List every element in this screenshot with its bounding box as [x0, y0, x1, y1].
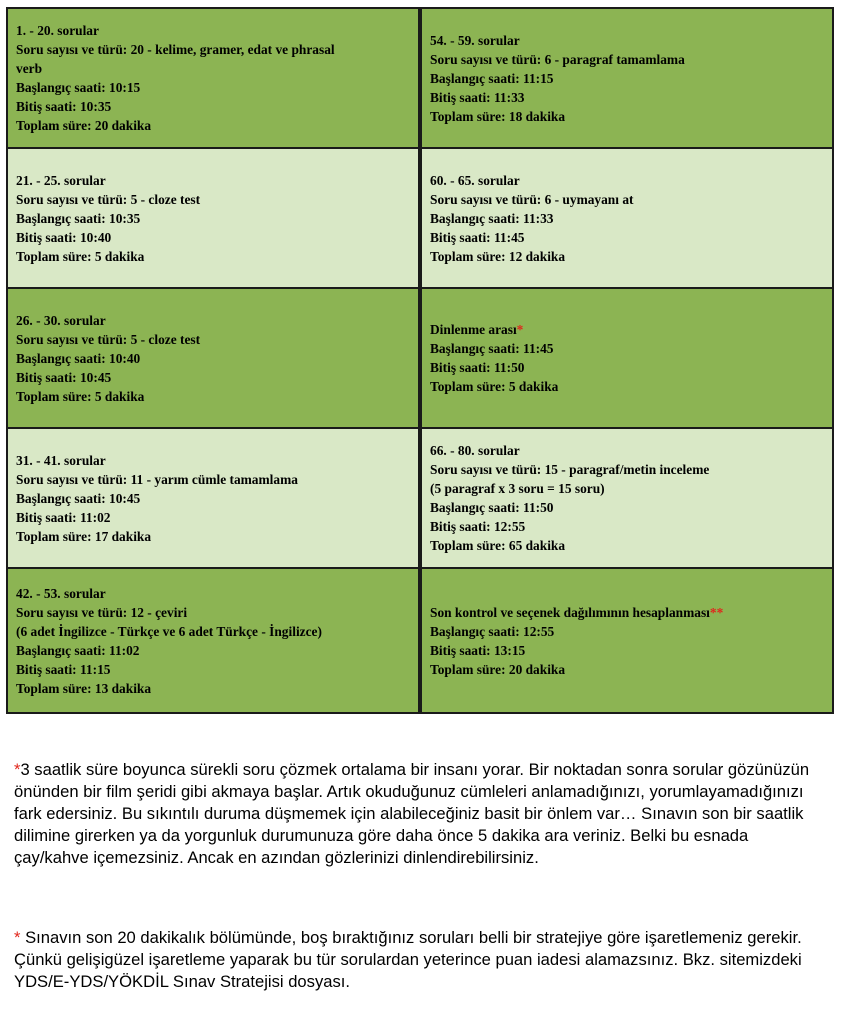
cell-line: Soru sayısı ve türü: 5 - cloze test — [16, 331, 201, 347]
asterisk-mark: * — [516, 322, 524, 337]
cell-line: Bitiş saati: 11:02 — [16, 509, 111, 525]
cell-line: Toplam süre: 20 dakika — [430, 661, 566, 677]
cell-line: Toplam süre: 5 dakika — [16, 388, 145, 404]
cell-line: Başlangıç saati: 11:33 — [430, 210, 554, 226]
cell-line: 21. - 25. sorular — [16, 172, 106, 188]
cell-line: Toplam süre: 18 dakika — [430, 108, 566, 124]
cell-line: Soru sayısı ve türü: 12 - çeviri — [16, 604, 188, 620]
schedule-cell — [422, 429, 832, 569]
cell-line: 54. - 59. sorular — [430, 32, 520, 48]
cell-line: Başlangıç saati: 10:35 — [16, 210, 141, 226]
cell-line: Bitiş saati: 11:50 — [430, 360, 525, 375]
schedule-column-right — [420, 7, 834, 714]
cell-line: Başlangıç saati: 12:55 — [430, 623, 555, 639]
cell-line: Soru sayısı ve türü: 15 - paragraf/metin inceleme — [430, 462, 710, 477]
cell-line: Soru sayısı ve türü: 20 - kelime, gramer, edat ve phrasal — [16, 42, 335, 57]
cell-line: Başlangıç saati: 11:15 — [430, 70, 554, 86]
cell-title — [430, 320, 824, 339]
schedule-cell — [422, 149, 832, 289]
cell-line: Bitiş saati: 10:45 — [16, 369, 112, 385]
note-asterisk: * — [14, 760, 21, 779]
schedule-cell — [8, 569, 418, 712]
cell-line: Toplam süre: 13 dakika — [16, 680, 152, 696]
cell-title-text: Son kontrol ve seçenek dağılımının hesaplanması — [430, 604, 710, 620]
cell-title — [430, 603, 824, 622]
cell-title-text: Dinlenme arası — [430, 322, 517, 337]
cell-line: Bitiş saati: 11:15 — [16, 661, 111, 677]
cell-line: Soru sayısı ve türü: 5 - cloze test — [16, 191, 201, 207]
note-rest-break — [14, 759, 814, 869]
note-final-check — [14, 927, 814, 993]
cell-line: Bitiş saati: 12:55 — [430, 519, 526, 534]
cell-line: Başlangıç saati: 11:45 — [430, 341, 554, 356]
cell-line: Soru sayısı ve türü: 6 - uymayanı at — [430, 191, 634, 207]
cell-line: (6 adet İngilizce - Türkçe ve 6 adet Türkçe - İngilizce) — [16, 623, 322, 639]
cell-line: Bitiş saati: 11:33 — [430, 89, 525, 105]
cell-line: 60. - 65. sorular — [430, 172, 520, 188]
cell-line: Toplam süre: 5 dakika — [16, 248, 145, 264]
schedule-cell — [8, 289, 418, 429]
cell-line: 66. - 80. sorular — [430, 443, 520, 458]
cell-line: Başlangıç saati: 11:50 — [430, 500, 554, 515]
cell-line: Toplam süre: 5 dakika — [430, 379, 559, 394]
cell-line: Bitiş saati: 11:45 — [430, 229, 525, 245]
note-asterisk: * — [14, 928, 21, 947]
cell-line: Başlangıç saati: 10:45 — [16, 490, 141, 506]
cell-line: Başlangıç saati: 10:40 — [16, 350, 141, 366]
cell-line: 31. - 41. sorular — [16, 452, 106, 468]
cell-line: (5 paragraf x 3 soru = 15 soru) — [430, 481, 605, 496]
note-text: 3 saatlik süre boyunca sürekli soru çözmek ortalama bir insanı yorar. Bir noktadan sonra sorular gözünüzün önünden bir film şeridi gibi akmaya başlar. Artık okuduğunuz cümleleri anlamadığınızı, yorumlayamadığınızı fark edersiniz. Bu sıkıntılı duruma düşmemek için alabileceğiniz basit bir önlem var… Sınavın son bir saatlik dilimine girerken ya da yorgunluk durumunuza göre daha önce 5 dakika ara veriniz. Belki bu esnada çay/kahve içemezsiniz. Ancak en azından gözlerinizi dinlendirebilirsiniz. — [14, 760, 810, 867]
cell-line: Başlangıç saati: 11:02 — [16, 642, 140, 658]
asterisk-mark: ** — [709, 604, 724, 620]
cell-line: 26. - 30. sorular — [16, 312, 106, 328]
note-text: Sınavın son 20 dakikalık bölümünde, boş bıraktığınız soruları belli bir stratejiye göre işaretlemeniz gerekir. Çünkü gelişigüzel işaretleme yaparak bu tür sorulardan yeterince puan iadesi alamazsınız. Bkz. sitemizdeki YDS/E-YDS/YÖKDİL Sınav Stratejisi dosyası. — [14, 928, 802, 991]
schedule-cell — [8, 149, 418, 289]
cell-line: Toplam süre: 20 dakika — [16, 118, 152, 133]
cell-line: Soru sayısı ve türü: 6 - paragraf tamamlama — [430, 51, 685, 67]
schedule-cell — [8, 9, 418, 149]
cell-line: Bitiş saati: 10:35 — [16, 99, 112, 114]
cell-line: Soru sayısı ve türü: 11 - yarım cümle tamamlama — [16, 471, 298, 487]
cell-line: Toplam süre: 17 dakika — [16, 528, 152, 544]
schedule-cell — [422, 9, 832, 149]
cell-line: verb — [16, 61, 43, 76]
schedule-column-left — [6, 7, 420, 714]
schedule-cell — [422, 569, 832, 712]
cell-line: 1. - 20. sorular — [16, 23, 99, 38]
schedule-cell — [8, 429, 418, 569]
cell-line: 42. - 53. sorular — [16, 585, 106, 601]
schedule-cell — [422, 289, 832, 429]
cell-line: Bitiş saati: 13:15 — [430, 642, 526, 658]
cell-line: Toplam süre: 65 dakika — [430, 538, 566, 553]
cell-line: Bitiş saati: 10:40 — [16, 229, 112, 245]
cell-line: Toplam süre: 12 dakika — [430, 248, 566, 264]
cell-line: Başlangıç saati: 10:15 — [16, 80, 141, 95]
